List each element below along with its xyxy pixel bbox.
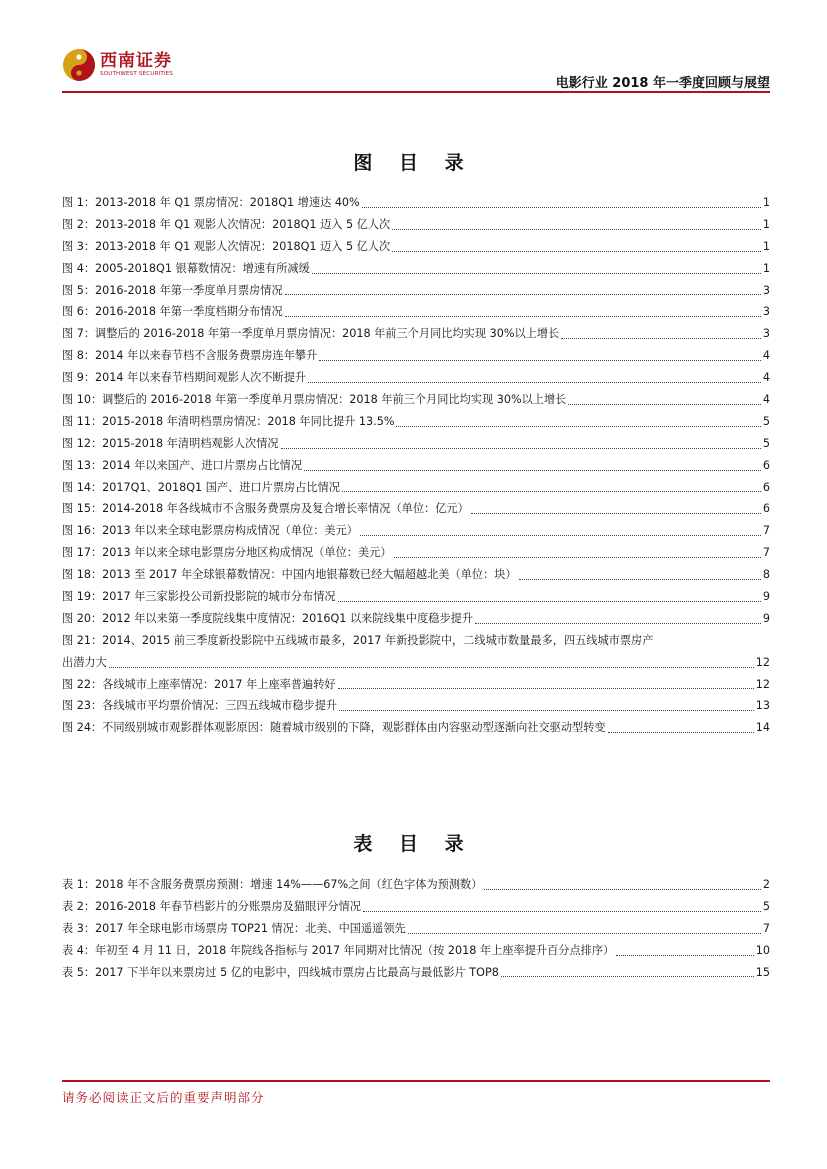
toc-leader-dots — [363, 910, 761, 912]
toc-entry[interactable] — [62, 962, 770, 984]
toc-entry-label: 图 12：2015-2018 年清明档观影人次情况 — [62, 436, 279, 450]
toc-entry-page: 4 — [762, 371, 770, 385]
toc-entry[interactable] — [62, 345, 770, 367]
toc-entry-page: 9 — [762, 590, 770, 604]
toc-entry-page: 3 — [762, 305, 770, 319]
toc-entry-label: 图 20：2012 年以来第一季度院线集中度情况：2016Q1 以来院线集中度稳步提升 — [62, 611, 474, 625]
toc-entry[interactable] — [62, 280, 770, 302]
toc-entry-label: 图 1：2013-2018 年 Q1 票房情况：2018Q1 增速达 40% — [62, 196, 360, 209]
toc-entry[interactable] — [62, 896, 770, 918]
toc-entry-label: 图 14：2017Q1、2018Q1 国产、进口片票房占比情况 — [62, 480, 340, 494]
toc-leader-dots — [471, 512, 761, 514]
toc-entry[interactable] — [62, 367, 770, 389]
toc-entry[interactable] — [62, 498, 770, 520]
toc-entry-page: 2 — [762, 878, 770, 891]
toc-entry-page: 3 — [762, 327, 770, 341]
logo-en-text: SOUTHWEST SECURITIES — [100, 70, 174, 77]
toc-leader-dots — [285, 315, 761, 317]
toc-entry-label: 图 5：2016-2018 年第一季度单月票房情况 — [62, 283, 283, 297]
toc-leader-dots — [616, 954, 754, 956]
toc-leader-dots — [608, 731, 754, 733]
toc-entry-label: 图 3：2013-2018 年 Q1 观影人次情况：2018Q1 迈入 5 亿人次 — [62, 239, 391, 253]
toc-leader-dots — [360, 534, 761, 536]
toc-entry-label: 图 15：2014-2018 年各线城市不含服务费票房及复合增长率情况（单位：亿元） — [62, 502, 469, 516]
toc-leader-dots — [408, 932, 761, 934]
toc-entry[interactable] — [62, 918, 770, 940]
logo-emblem-icon — [62, 48, 96, 82]
toc-leader-dots — [312, 272, 761, 274]
toc-leader-dots — [392, 228, 761, 230]
toc-entry-label: 表 2：2016-2018 年春节档影片的分账票房及猫眼评分情况 — [62, 899, 361, 913]
toc-entry-label: 图 23：各线城市平均票价情况：三四五线城市稳步提升 — [62, 699, 338, 713]
toc-entry-page: 15 — [755, 965, 770, 979]
toc-entry[interactable] — [62, 258, 770, 280]
page-header — [62, 48, 770, 92]
toc-entry-label: 图 9：2014 年以来春节档期间观影人次不断提升 — [62, 371, 307, 385]
toc-entry[interactable] — [62, 389, 770, 411]
toc-entry[interactable] — [62, 674, 770, 696]
toc-entry[interactable] — [62, 542, 770, 564]
toc-entry-page: 8 — [762, 568, 770, 582]
toc-entry[interactable] — [62, 301, 770, 323]
toc-leader-dots — [392, 250, 761, 252]
toc-entry-label: 图 19：2017 年三家影投公司新投影院的城市分布情况 — [62, 590, 336, 604]
toc-entry[interactable] — [62, 214, 770, 236]
toc-leader-dots — [281, 447, 761, 449]
toc-entry-label: 图 2：2013-2018 年 Q1 观影人次情况：2018Q1 迈入 5 亿人次 — [62, 217, 391, 231]
toc-entry-page: 12 — [755, 677, 770, 691]
toc-leader-dots — [285, 293, 761, 295]
toc-leader-dots — [396, 425, 760, 427]
toc-entry-label: 图 21：2014、2015 前三季度新投影院中五线城市最多，2017 年新投影院中，二线城市数量最多，四五线城市票房产 — [62, 633, 654, 647]
toc-entry-label: 图 13：2014 年以来国产、进口片票房占比情况 — [62, 458, 303, 472]
figure-toc — [62, 192, 770, 739]
footer-divider — [62, 1080, 770, 1082]
toc-entry-page: 6 — [762, 458, 770, 472]
toc-entry-page: 5 — [762, 414, 770, 428]
table-list-title: 表 目 录 — [353, 833, 474, 855]
toc-leader-dots — [304, 469, 761, 471]
logo-cn-text: 西南证券 — [100, 50, 172, 71]
toc-entry[interactable] — [62, 874, 770, 896]
toc-entry-page: 3 — [762, 283, 770, 297]
toc-leader-dots — [319, 359, 761, 361]
toc-entry-label: 图 11：2015-2018 年清明档票房情况：2018 年同比提升 13.5% — [62, 414, 395, 428]
toc-entry-page: 4 — [762, 349, 770, 363]
toc-entry-page: 1 — [762, 196, 770, 209]
toc-entry[interactable] — [62, 940, 770, 962]
toc-entry-page: 7 — [762, 546, 770, 560]
toc-entry-page: 13 — [755, 699, 770, 713]
toc-entry[interactable] — [62, 411, 770, 433]
toc-leader-dots — [475, 622, 761, 624]
toc-leader-dots — [362, 206, 761, 208]
toc-entry[interactable] — [62, 455, 770, 477]
toc-entry-label: 表 1：2018 年不含服务费票房预测：增速 14%——67%之间（红色字体为预测数） — [62, 878, 483, 891]
toc-entry-page: 4 — [762, 393, 770, 407]
toc-entry[interactable] — [62, 192, 770, 214]
toc-entry[interactable] — [62, 477, 770, 499]
toc-leader-dots — [338, 600, 761, 602]
toc-entry-page: 12 — [755, 655, 770, 669]
toc-entry-page: 6 — [762, 480, 770, 494]
toc-leader-dots — [568, 403, 761, 405]
toc-leader-dots — [561, 337, 761, 339]
toc-entry[interactable] — [62, 717, 770, 739]
toc-entry-label: 图 6：2016-2018 年第一季度档期分布情况 — [62, 305, 283, 319]
table-toc — [62, 874, 770, 983]
toc-entry-label: 图 18：2013 至 2017 年全球银幕数情况：中国内地银幕数已经大幅超越北美（单位：块） — [62, 568, 517, 582]
toc-leader-dots — [394, 556, 761, 558]
toc-leader-dots — [109, 666, 754, 668]
toc-entry[interactable] — [62, 433, 770, 455]
toc-leader-dots — [308, 381, 761, 383]
toc-leader-dots — [338, 687, 754, 689]
toc-entry-label: 图 8：2014 年以来春节档不含服务费票房连年攀升 — [62, 349, 318, 363]
toc-leader-dots — [519, 578, 761, 580]
toc-entry-page: 9 — [762, 611, 770, 625]
toc-entry[interactable] — [62, 564, 770, 586]
toc-entry-page: 10 — [755, 943, 770, 957]
toc-entry[interactable] — [62, 520, 770, 542]
figure-list-title: 图 目 录 — [353, 152, 474, 174]
toc-entry[interactable] — [62, 652, 770, 674]
toc-entry-label: 表 4：年初至 4 月 11 日，2018 年院线各指标与 2017 年同期对比情况（按 2018 年上座率提升百分点排序） — [62, 943, 615, 957]
toc-entry-page: 1 — [762, 217, 770, 231]
toc-entry-label: 表 5：2017 下半年以来票房过 5 亿的电影中，四线城市票房占比最高与最低影片 TOP8 — [62, 965, 499, 979]
toc-entry[interactable] — [62, 608, 770, 630]
toc-entry[interactable] — [62, 695, 770, 717]
toc-entry-page: 7 — [762, 524, 770, 538]
toc-leader-dots — [501, 975, 754, 977]
toc-entry-label: 图 4：2005-2018Q1 银幕数情况：增速有所减缓 — [62, 261, 310, 275]
toc-entry-label: 图 10：调整后的 2016-2018 年第一季度单月票房情况：2018 年前三个月同比均实现 30%以上增长 — [62, 393, 567, 407]
toc-entry[interactable] — [62, 630, 770, 652]
toc-entry-label: 图 7：调整后的 2016-2018 年第一季度单月票房情况：2018 年前三个月同比均实现 30%以上增长 — [62, 327, 560, 341]
toc-entry-label: 出潜力大 — [62, 655, 107, 669]
toc-entry-label: 表 3：2017 年全球电影市场票房 TOP21 情况：北美、中国遥遥领先 — [62, 921, 406, 935]
toc-entry-label: 图 16：2013 年以来全球电影票房构成情况（单位：美元） — [62, 524, 358, 538]
toc-entry-page: 5 — [762, 436, 770, 450]
toc-entry[interactable] — [62, 323, 770, 345]
toc-leader-dots — [339, 709, 754, 711]
toc-entry[interactable] — [62, 586, 770, 608]
toc-entry-label: 图 22：各线城市上座率情况：2017 年上座率普遍转好 — [62, 677, 336, 691]
toc-entry-page: 1 — [762, 239, 770, 253]
report-title: 电影行业 2018 年一季度回顾与展望 — [555, 76, 770, 91]
toc-leader-dots — [342, 490, 761, 492]
toc-entry[interactable] — [62, 236, 770, 258]
toc-entry-label: 图 24：不同级别城市观影群体观影原因：随着城市级别的下降，观影群体由内容驱动型逐渐向社交驱动型转变 — [62, 721, 606, 735]
footer-disclaimer: 请务必阅读正文后的重要声明部分 — [62, 1090, 265, 1105]
toc-leader-dots — [484, 888, 760, 890]
toc-entry-page: 6 — [762, 502, 770, 516]
company-logo — [62, 48, 173, 82]
toc-entry-label: 图 17：2013 年以来全球电影票房分地区构成情况（单位：美元） — [62, 546, 392, 560]
header-divider — [62, 91, 770, 93]
toc-entry-page: 14 — [755, 721, 770, 735]
toc-entry-page: 7 — [762, 921, 770, 935]
toc-entry-page: 1 — [762, 261, 770, 275]
toc-entry-page: 5 — [762, 899, 770, 913]
